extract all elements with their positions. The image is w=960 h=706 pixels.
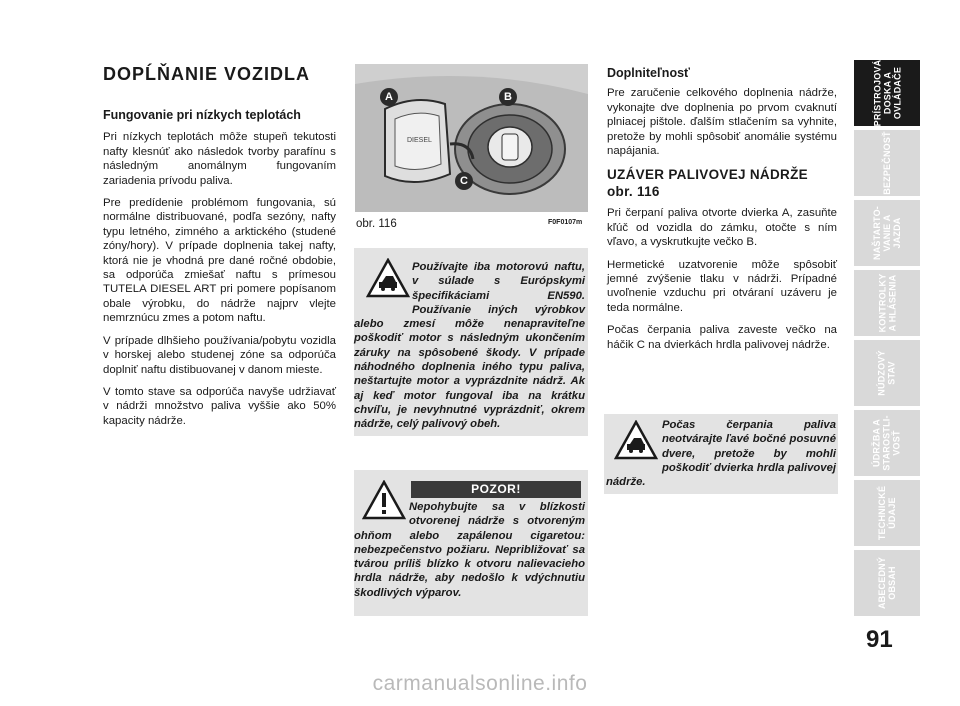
caution-text: Používajte iba motorovú naftu, v súlade s Európskymi špecifikáciami EN590. Používanie iných výrobkov alebo zmesí môže nenapraviteľne poškodiť motor s následným ukončením záruky na spôsobené škody. V prípade náhodného doplnenia iného typu paliva, neštartujte motor a vyprázdnite nádrž. Ak aj keď motor fungoval iba na krátku chvíľu, je nevyhnutné vyprázdniť, okrem nádrže, celý palivový obeh. [354,261,585,431]
cap-label-text: DIESEL [407,137,432,144]
label-c-badge: C [455,172,473,190]
warning-header: POZOR! [411,481,581,498]
section-subtitle: Fungovanie pri nízkych teplotách [103,108,301,122]
left-paragraph-4: V tomto stave sa odporúča navyše udržiavať v nádrži množstvo paliva vyššie ako 50% kapacity nádrže. [103,385,336,427]
label-b-badge: B [499,88,517,106]
label-a-badge: A [380,88,398,106]
left-column [103,108,336,436]
left-paragraph-2: Pre predídenie problémom fungovania, sú normálne distribuované, podľa sezóny, nafty typu letného, zimného a arktického (studené zóny/hory). V prípade doplnenia takej nafty, ktorá nie je vhodná pre dané ročné obdobie, sa odporúča zmiešať naftu s prímesou TUTELA DIESEL ART pri pomere popísanom obale výrobku, do nádrže najprv vlejte nemrznúcu zmes a potom naftu. [103,197,336,325]
tab-safety[interactable]: BEZPEČNOSŤ [854,130,920,196]
fuel-cap-illustration [355,64,588,212]
right-column [607,66,837,360]
page-title: DOPĹŇANIE VOZIDLA [103,64,311,84]
fuel-cap-figure [355,64,588,212]
fuel-cap-paragraph-1: Pri čerpaní paliva otvorte dvierka A, zasuňte kľúč od vozidla do zámku, otočte s ním vľavo, a vyskrutkujte večko B. [607,207,837,249]
warning-text: Nepohybujte sa v blízkosti otvorenej nádrže s otvoreným ohňom alebo zapálenou cigaretou: nebezpečenstvo požiaru. Nepribližovať sa tvárou príliš blízko k otvoru nalievacieho hrdla nádrže, aby nedošlo k vdýchnutiu škodlivých výparov. [354,501,585,599]
caution-box [354,248,588,436]
door-caution-text: Počas čerpania paliva neotvárajte ľavé bočné posuvné dvere, pretože by mohli poškodiť dvierka hrdla palivovej nádrže. [606,419,836,489]
fuel-cap-figure-ref: obr. 116 [607,184,660,200]
fuel-cap-paragraph-3: Počas čerpania paliva zaveste večko na háčik C na dvierkách hrdla palivovej nádrže. [607,324,837,351]
refill-heading: Doplniteľnosť [607,66,691,80]
figure-code: F0F0107m [548,219,583,226]
figure-caption: obr. 116 [356,218,397,230]
tab-dashboard-controls[interactable]: PRÍSTROJOVÁ DOSKA A OVLÁDAČE [854,60,920,126]
tab-starting-driving[interactable]: NAŠTARTO- VANIE A JAZDA [854,200,920,266]
left-paragraph-1: Pri nízkych teplotách môže stupeň tekutosti nafty klesnúť ako následok tvorby parafínu s následným anomálnym fungovaním zariadenia prívodu paliva. [103,131,336,187]
tab-emergency[interactable]: NÚDZOVÝ STAV [854,340,920,406]
fuel-cap-paragraph-2: Hermetické uzatvorenie môže spôsobiť jemné zvýšenie tlaku v nádrži. Prípadné uvoľnenie vzduchu pri otváraní uzáveru je teda normálne. [607,258,837,314]
tab-maintenance[interactable]: ÚDRŽBA A STAROSTLI- VOSŤ [854,410,920,476]
refill-paragraph: Pre zaručenie celkového doplnenia nádrže, vykonajte dve doplnenia po prvom cvaknutí plniacej pištole. ďalším stlačením sa vyhnite, pretože by mohli spôsobiť anomálie systému napájania. [607,87,837,158]
left-paragraph-3: V prípade dlhšieho používania/pobytu vozidla v horskej alebo studenej zóne sa odporúča doplniť naftu distibuovanej v danom mieste. [103,334,336,376]
door-caution-text-wrap [606,418,836,489]
warning-box [354,470,588,616]
tab-alphabetical-index[interactable]: ABECEDNÝ OBSAH [854,550,920,616]
tab-warning-lights[interactable]: KONTROLKY A HLÁSENIA [854,270,920,336]
fuel-cap-heading: UZÁVER PALIVOVEJ NÁDRŽE [607,167,808,183]
warning-text-wrap [354,500,585,600]
caution-text-wrap [354,260,585,432]
watermark: carmanualsonline.info [372,672,588,695]
tab-technical-data[interactable]: TECHNICKÉ ÚDAJE [854,480,920,546]
page-number: 91 [866,626,893,653]
door-caution-box [604,414,838,494]
